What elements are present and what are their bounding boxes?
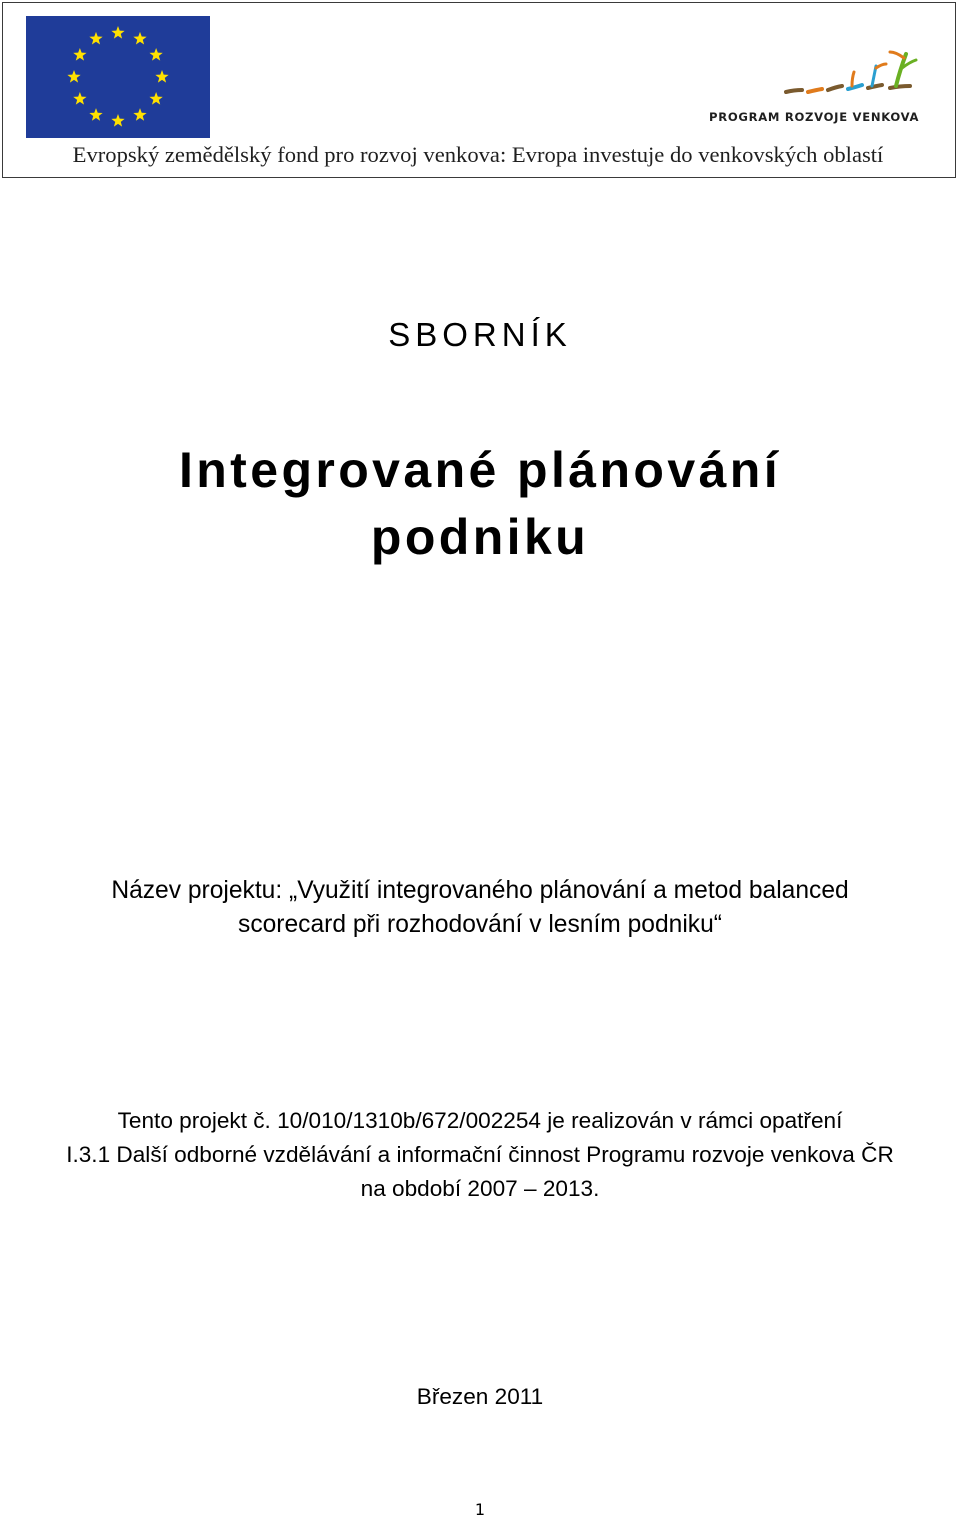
document-title-line-2: podniku xyxy=(370,509,590,565)
document-date: Březen 2011 xyxy=(416,1384,544,1409)
document-title xyxy=(40,437,920,571)
project-info xyxy=(0,1104,960,1206)
document-label: SBORNÍK xyxy=(388,316,572,353)
program-logo-text: PROGRAM ROZVOJE VENKOVA xyxy=(709,110,920,124)
project-info-line-1: Tento projekt č. 10/010/1310b/672/002254 je realizován v rámci opatření xyxy=(117,1108,843,1133)
header-caption: Evropský zemědělský fond pro rozvoj venkova: Evropa investuje do venkovských oblastí xyxy=(72,142,884,167)
project-name xyxy=(20,874,940,942)
eu-flag-logo xyxy=(26,16,210,138)
project-info-line-2: I.3.1 Další odborné vzdělávání a informační činnost Programu rozvoje venkova ČR xyxy=(66,1142,894,1167)
document-title-line-1: Integrované plánování xyxy=(178,442,782,498)
project-info-line-3: na období 2007 – 2013. xyxy=(360,1176,600,1201)
project-name-line-2: scorecard při rozhodování v lesním podniku“ xyxy=(238,911,722,938)
project-name-line-1: Název projektu: „Využití integrovaného plánování a metod balanced xyxy=(111,877,849,904)
page-number: 1 xyxy=(474,1500,486,1519)
